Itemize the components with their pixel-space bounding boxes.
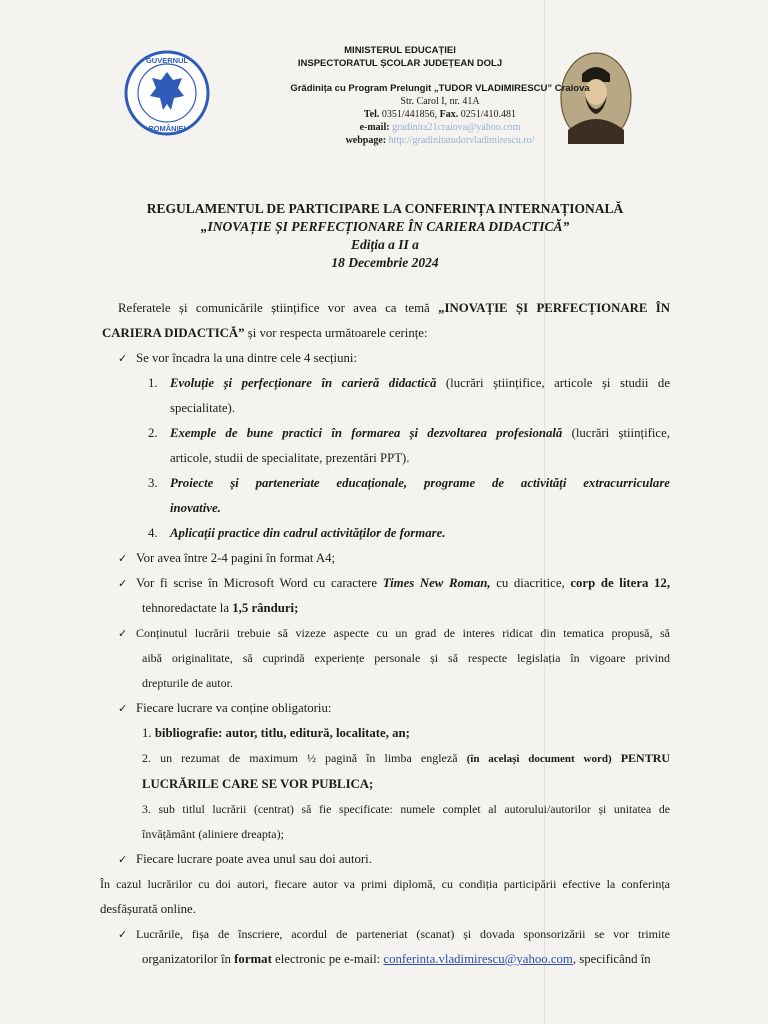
section-detail-cont: specialitate).: [170, 401, 236, 415]
mandatory-text: Fiecare lucrare va conține obligatoriu:: [136, 701, 332, 715]
checkmark-icon: ✓: [118, 853, 128, 866]
checkmark-icon: ✓: [118, 702, 128, 715]
requirement-abstract: [118, 746, 670, 772]
section-detail-cont: articole, studii de specialitate, prezentări PPT).: [170, 451, 410, 465]
bullet-submission: [118, 922, 670, 947]
submission-text: , specificând în: [572, 952, 651, 966]
requirement-text: bibliografie: autor, titlu, editură, localitate, an;: [154, 726, 410, 740]
format-text: Vor fi scrise în Microsoft Word cu caractere: [136, 576, 378, 590]
institution-header: [200, 44, 600, 147]
bullet-mandatory: [118, 696, 670, 721]
content-line-3: drepturile de autor.: [142, 676, 233, 690]
address: Str. Carol I, nr. 41A: [400, 96, 480, 107]
seal-text-top: GUVERNUL: [145, 56, 189, 65]
kindergarten-name: Grădinița cu Program Prelungit „TUDOR VLADIMIRESCU” Craiova: [290, 83, 590, 94]
tel-label: Tel.: [363, 109, 380, 120]
bullet-sections-text: Se vor încadra la una dintre cele 4 secțiuni:: [136, 351, 358, 365]
intro-text-d: și vor respecta următoarele cerințe:: [247, 326, 428, 340]
email-line: [280, 121, 600, 134]
font-size-text: corp de litera 12,: [570, 576, 671, 590]
section-title: Exemple de bune practici în formarea și dezvoltarea profesională: [170, 426, 563, 440]
ministry-name: MINISTERUL EDUCAȚIEI: [344, 45, 456, 56]
submission-line-1: Lucrările, fișa de înscriere, acordul de parteneriat (scanat) și dovada sponsorizării se vor trimite: [136, 927, 670, 941]
title-date: 18 Decembrie 2024: [331, 255, 439, 270]
web-label: webpage:: [345, 135, 387, 146]
spacing-value: 1,5 rânduri;: [232, 601, 299, 615]
email-link[interactable]: gradinita21craiova@yahoo.com: [392, 122, 521, 133]
intro-line-1: [118, 296, 670, 321]
spacing-text: tehnoredactate la: [142, 601, 230, 615]
checkmark-icon: ✓: [118, 577, 128, 590]
submission-text: electronic pe e-mail:: [275, 952, 381, 966]
requirement-title-cont: învățământ (aliniere dreapta);: [142, 827, 284, 841]
requirement-note: (în același document word): [466, 753, 612, 765]
title-line-1: REGULAMENTUL DE PARTICIPARE LA CONFERINȚA INTERNAȚIONALĂ: [146, 201, 624, 216]
bullet-content: [118, 621, 670, 646]
section-detail: (lucrări științifice, articole și studii de: [445, 376, 671, 390]
diploma-line-2: desfășurată online.: [100, 902, 196, 916]
checkmark-icon: ✓: [118, 352, 128, 365]
bullet-sections: [118, 346, 670, 371]
section-number: 4.: [148, 526, 158, 540]
section-number: 1.: [148, 376, 158, 390]
bullet-format: [118, 571, 670, 596]
seal-text-bottom: ROMÂNIEI: [148, 124, 186, 133]
section-item: [118, 371, 670, 421]
checkmark-icon: ✓: [118, 627, 128, 640]
bullet-pages-text: Vor avea între 2-4 pagini în format A4;: [136, 551, 336, 565]
document-title: [110, 200, 660, 272]
section-title: Aplicații practice din cadrul activităților de formare.: [170, 526, 446, 540]
bullet-pages: [118, 546, 670, 571]
requirement-number: 1.: [142, 726, 152, 740]
authors-text: Fiecare lucrare poate avea unul sau doi autori.: [136, 852, 372, 866]
section-title-cont: inovative.: [170, 501, 221, 515]
section-number: 3.: [148, 476, 158, 490]
diploma-line-1: În cazul lucrărilor cu doi autori, fiecare autor va primi diplomă, cu condiția participării efective la conferința: [100, 877, 670, 891]
submission-text: organizatorilor în: [142, 952, 231, 966]
requirement-text: 2. un rezumat de maximum ½ pagină în limba engleză: [142, 751, 458, 765]
email-label: e-mail:: [359, 122, 390, 133]
phone-fax: [280, 108, 600, 121]
checkmark-icon: ✓: [118, 928, 128, 941]
section-title: Evoluție și perfecționare în carieră didactică: [170, 376, 437, 390]
document-body: [100, 296, 671, 972]
intro-theme-b: CARIERA DIDACTICĂ”: [102, 326, 245, 340]
section-detail: (lucrări științifice,: [571, 426, 670, 440]
web-line: [280, 134, 600, 147]
font-name: Times New Roman,: [382, 576, 491, 590]
section-item: [118, 421, 670, 471]
bullet-authors: [118, 847, 670, 872]
bullet-format-cont: [118, 596, 670, 621]
intro-theme-a: „INOVAȚIE ȘI PERFECȚIONARE ÎN: [438, 301, 670, 315]
content-line-1: Conținutul lucrării trebuie să vizeze aspecte cu un grad de interes ridicat din tematica propusă, să: [136, 626, 670, 640]
title-edition: Ediția a II a: [351, 237, 419, 252]
inspectorate-name: INSPECTORATUL ȘCOLAR JUDEȚEAN DOLJ: [297, 58, 503, 69]
section-item: [118, 521, 670, 546]
submission-format: format: [234, 952, 272, 966]
checkmark-icon: ✓: [118, 552, 128, 565]
diacritics-text: cu diacritice,: [496, 576, 565, 590]
content-line-2: aibă originalitate, să cuprindă experiențe personale și să respecte legislația în vigoare privind: [142, 651, 670, 665]
section-number: 2.: [148, 426, 158, 440]
requirement-emphasis: PENTRU: [620, 751, 671, 765]
tel-value: 0351/441856,: [381, 109, 438, 120]
title-line-2: „INOVAȚIE ȘI PERFECȚIONARE ÎN CARIERA DIDACTICĂ”: [200, 219, 570, 234]
intro-line-2: [102, 321, 670, 346]
requirement-bibliography: [118, 721, 670, 746]
section-item: [118, 471, 670, 521]
intro-text-a: Referatele și comunicările științifice vor avea ca temă: [118, 301, 430, 315]
fax-value: 0251/410.481: [460, 109, 517, 120]
fax-label: Fax.: [439, 109, 459, 120]
government-seal-logo: [124, 50, 210, 136]
conference-email-link[interactable]: conferinta.vladimirescu@yahoo.com: [383, 952, 573, 966]
submission-line-2: [118, 947, 670, 972]
requirement-title: 3. sub titlul lucrării (centrat) să fie specificate: numele complet al autorului/autorilor și unitatea de: [142, 802, 670, 816]
requirement-abstract-cont: LUCRĂRILE CARE SE VOR PUBLICA;: [142, 777, 374, 791]
web-link[interactable]: http://gradinitatudorvladimirescu.ro/: [388, 135, 535, 146]
section-title: Proiecte și parteneriate educaționale, programe de activități extracurriculare: [170, 476, 670, 490]
